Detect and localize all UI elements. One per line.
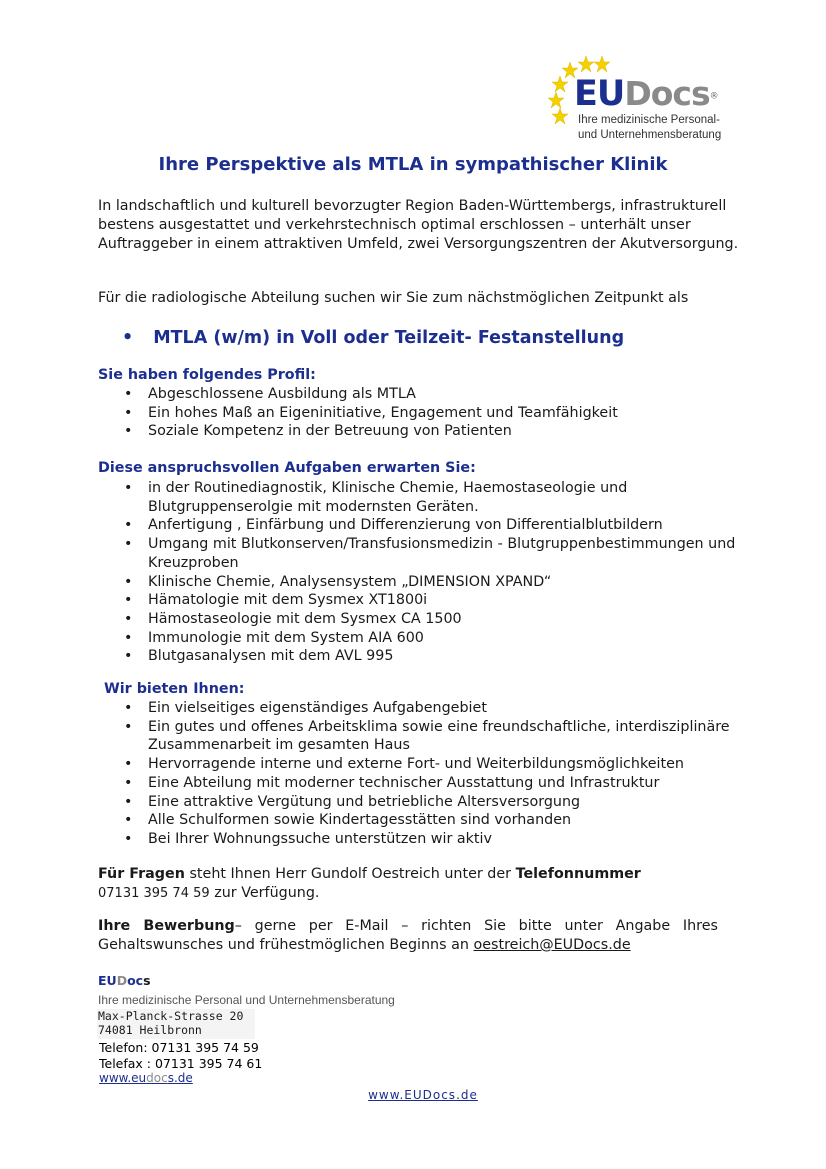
list-item: • Eine Abteilung mit moderner technischer Ausstattung und Infrastruktur: [124, 774, 660, 791]
profile-list: [98, 385, 758, 441]
application-paragraph: Ihre Bewerbung– gerne per E-Mail – richten Sie bitte unter Angabe Ihres Gehaltswunsches und frühestmöglichen Beginns an oestreich@EUDocs.de: [98, 918, 718, 953]
footer-phone: Telefon: 07131 395 74 59: [99, 1040, 259, 1055]
bullet-icon: •: [124, 480, 133, 496]
list-item: • Hämatologie mit dem Sysmex XT1800i: [124, 592, 428, 609]
bullet-icon: •: [124, 386, 133, 402]
star-icon: [552, 108, 568, 124]
bullet-icon: •: [124, 517, 133, 534]
list-item: • Immunologie mit dem System AIA 600: [124, 629, 424, 646]
list-item: • Hämostaseologie mit dem Sysmex CA 1500: [124, 610, 462, 627]
bullet-icon: •: [124, 648, 133, 665]
list-item: • Bei Ihrer Wohnungssuche unterstützen wir aktiv: [124, 830, 492, 847]
logo-eu-text: EU: [574, 74, 625, 114]
bullet-icon: •: [124, 774, 133, 791]
bullet-icon: •: [124, 700, 133, 716]
list-item: • Abgeschlossene Ausbildung als MTLA: [124, 386, 416, 402]
bullet-icon: •: [122, 328, 134, 348]
list-item: • in der Routinediagnostik, Klinische Chemie, Haemostaseologie und Blutgruppenserolgie mit modernsten Geräten.: [124, 480, 628, 515]
bullet-icon: •: [124, 404, 133, 421]
tasks-heading: Diese anspruchsvollen Aufgaben erwarten Sie:: [98, 460, 476, 476]
list-item: • Klinische Chemie, Analysensystem „DIMENSION XPAND“: [124, 573, 552, 590]
footer-brand: EUDocs: [98, 973, 151, 988]
bullet-icon: •: [124, 756, 133, 773]
contact-fragen: Für Fragen: [98, 866, 185, 882]
star-icon: [552, 76, 568, 92]
footer-fax: Telefax : 07131 395 74 61: [99, 1056, 263, 1071]
search-line: Für die radiologische Abteilung suchen wir Sie zum nächstmöglichen Zeitpunkt als: [98, 290, 689, 306]
bullet-icon: •: [124, 718, 133, 735]
tasks-list: [98, 479, 758, 666]
logo-tagline-2: und Unternehmensberatung: [578, 129, 722, 141]
contact-phone: 07131 395 74 59: [98, 886, 210, 901]
list-item: • Hervorragende interne und externe Fort- und Weiterbildungsmöglichkeiten: [124, 756, 684, 773]
email-link[interactable]: oestreich@EUDocs.de: [473, 937, 631, 953]
bullet-icon: •: [124, 830, 133, 847]
star-icon: [578, 56, 594, 72]
address-box: [97, 1009, 255, 1039]
list-item: • Blutgasanalysen mit dem AVL 995: [124, 648, 394, 665]
contact-tel-label: Telefonnummer: [515, 866, 641, 882]
bullet-icon: •: [124, 536, 133, 553]
logo-tagline-1: Ihre medizinische Personal-: [578, 114, 720, 126]
footer-web-link[interactable]: www.eudocs.de: [99, 1071, 193, 1085]
bullet-icon: •: [124, 423, 133, 440]
company-logo: [548, 52, 748, 152]
bottom-web-link[interactable]: www.EUDocs.de: [368, 1088, 478, 1102]
bullet-icon: •: [124, 610, 133, 627]
bullet-icon: •: [124, 629, 133, 646]
footer-street: Max-Planck-Strasse 20: [98, 1009, 244, 1023]
profile-heading: Sie haben folgendes Profil:: [98, 367, 316, 383]
list-item: • Eine attraktive Vergütung und betriebliche Altersversorgung: [124, 793, 581, 810]
contact-paragraph: Für Fragen steht Ihnen Herr Gundolf Oestreich unter der Telefonnummer 07131 395 74 59 zur Verfügung.: [98, 866, 641, 901]
list-item: • Ein gutes und offenes Arbeitsklima sowie eine freundschaftliche, interdisziplinäre Zusammenarbeit im gesamten Haus: [124, 718, 730, 754]
intro-paragraph: In landschaftlich und kulturell bevorzugter Region Baden-Württembergs, infrastrukturell bestens ausgestattet und verkehrstechnisch optimal erschlossen – unterhält unser Auftraggeber in einem attraktiven Umfeld, zwei Versorgungszentren der Akutversorgung.: [98, 198, 739, 252]
bullet-icon: •: [124, 812, 133, 829]
list-item: • Ein vielseitiges eigenständiges Aufgabengebiet: [124, 700, 487, 716]
offer-list: [98, 699, 758, 849]
list-item: • Ein hohes Maß an Eigeninitiative, Engagement und Teamfähigkeit: [124, 404, 618, 421]
page-title: Ihre Perspektive als MTLA in sympathischer Klinik: [158, 154, 668, 175]
footer-tagline: Ihre medizinische Personal und Unternehmensberatung: [98, 993, 395, 1007]
star-icon: [548, 92, 564, 108]
application-bold: Ihre Bewerbung: [98, 918, 235, 934]
bullet-icon: •: [124, 573, 133, 590]
list-item: • Alle Schulformen sowie Kindertagesstätten sind vorhanden: [124, 812, 572, 829]
position-title: [122, 328, 624, 348]
list-item: • Umgang mit Blutkonserven/Transfusionsmedizin - Blutgruppenbestimmungen und Kreuzproben: [124, 536, 736, 571]
list-item: • Anfertigung , Einfärbung und Differenzierung von Differentialblutbildern: [124, 517, 663, 534]
position-label: MTLA (w/m) in Voll oder Teilzeit- Festanstellung: [153, 328, 625, 348]
star-icon: [594, 56, 610, 72]
list-item: • Soziale Kompetenz in der Betreuung von Patienten: [124, 423, 512, 440]
footer-city: 74081 Heilbronn: [98, 1023, 202, 1037]
bullet-icon: •: [124, 592, 133, 609]
offer-heading: Wir bieten Ihnen:: [104, 681, 245, 697]
bullet-icon: •: [124, 793, 133, 810]
registered-mark: ®: [709, 91, 719, 102]
logo-docs-text: Docs: [624, 74, 710, 113]
